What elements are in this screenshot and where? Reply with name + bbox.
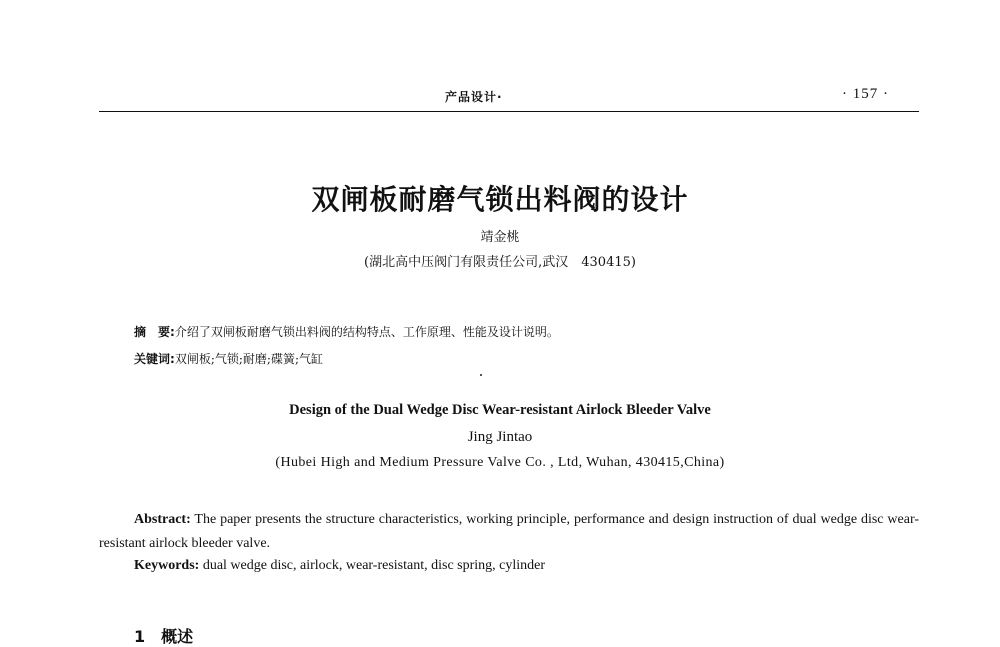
- english-author: Jing Jintao: [467, 429, 533, 445]
- page-number: · 157 ·: [842, 86, 889, 102]
- chinese-abstract: [134, 323, 559, 340]
- chinese-abstract-label: 摘 要:: [134, 325, 175, 339]
- chinese-keywords-text: 双闸板;气锁;耐磨;碟簧;气缸: [174, 352, 323, 366]
- chinese-keywords: [134, 350, 323, 367]
- english-title: Design of the Dual Wedge Disc Wear-resistant Airlock Bleeder Valve: [289, 402, 711, 418]
- scan-speck: [480, 374, 482, 376]
- chinese-affiliation: (湖北高中压阀门有限责任公司,武汉 430415): [364, 255, 636, 270]
- header-rule: [99, 111, 919, 112]
- english-keywords-text: dual wedge disc, airlock, wear-resistant, disc spring, cylinder: [199, 558, 546, 573]
- english-affiliation: (Hubei High and Medium Pressure Valve Co. , Ltd, Wuhan, 430415,China): [275, 455, 725, 470]
- english-abstract-label: Abstract:: [134, 512, 191, 527]
- chinese-abstract-text: 介绍了双闸板耐磨气锁出料阀的结构特点、工作原理、性能及设计说明。: [174, 325, 559, 339]
- running-header-section: 产品设计·: [445, 90, 503, 104]
- section-heading: 1 概述: [134, 627, 194, 646]
- english-keywords-label: Keywords:: [134, 558, 200, 573]
- english-abstract-text: The paper presents the structure characteristics, working principle, performance and design instruction of dual wedge disc wear-resistant airlock bleeder valve.: [99, 512, 919, 551]
- chinese-author: 靖金桃: [480, 230, 520, 245]
- chinese-keywords-label: 关键词:: [134, 352, 175, 366]
- chinese-title: 双闸板耐磨气锁出料阀的设计: [311, 183, 689, 216]
- english-abstract: [99, 508, 919, 556]
- english-keywords: [134, 558, 545, 574]
